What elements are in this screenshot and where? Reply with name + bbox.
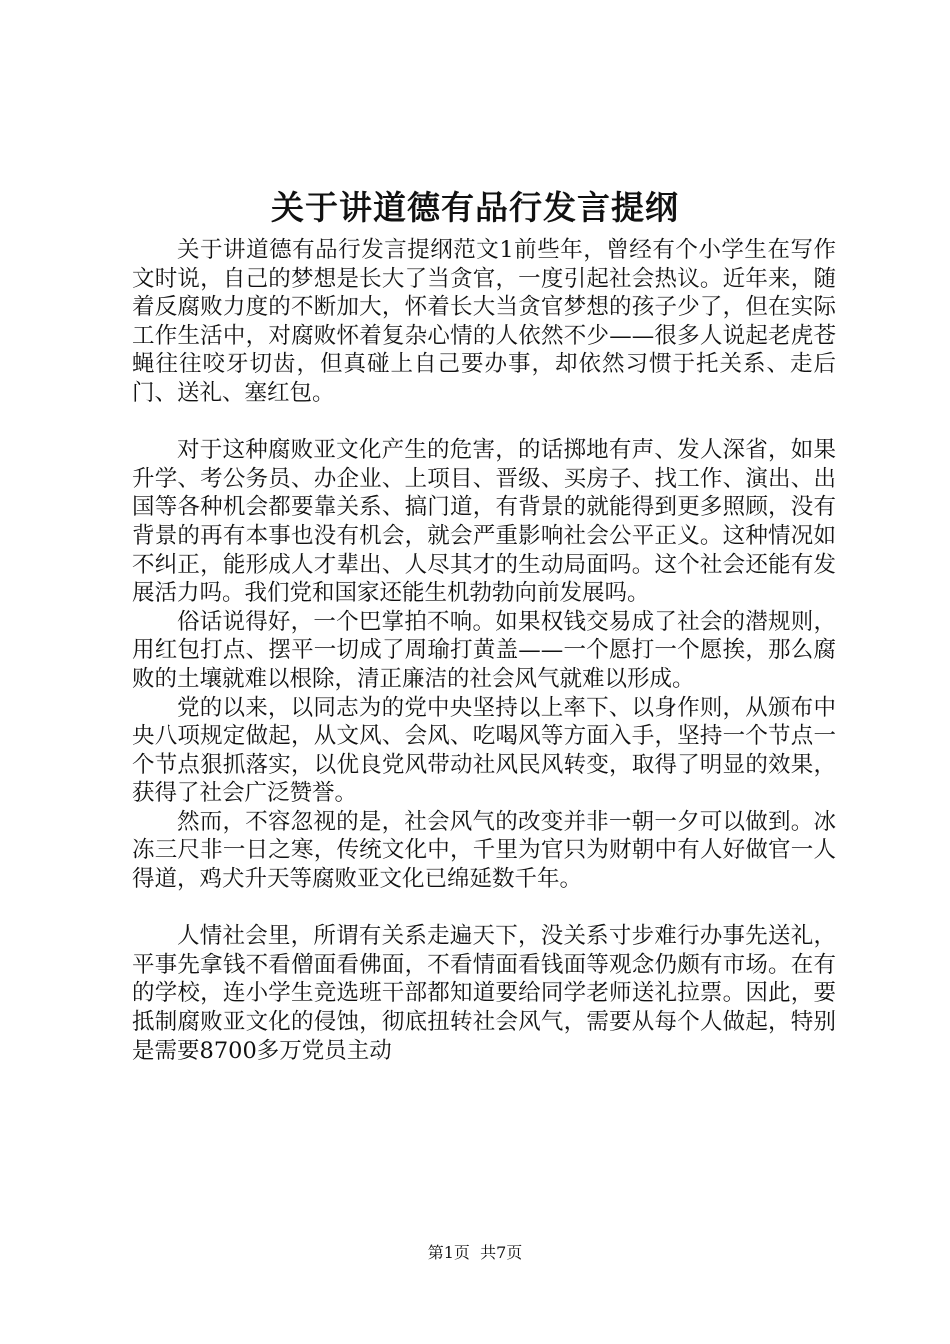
page-number: 第1页 (427, 1243, 470, 1262)
paragraph-6: 人情社会里，所谓有关系走遍天下，没关系寸步难行办事先送礼，平事先拿钱不看僧面看佛面，不看情面看钱面等观念仍颇有市场。在有的学校，连小学生竞选班干部都知道要给同学老师送礼拉票。因此，要抵制腐败亚文化的侵蚀，彻底扭转社会风气，需要从每个人做起，特别是需要8700多万党员主动 (132, 923, 836, 1064)
document-title: 关于讲道德有品行发言提纲 (271, 188, 679, 227)
paragraph-2: 对于这种腐败亚文化产生的危害，的话掷地有声、发人深省，如果升学、考公务员、办企业、上项目、晋级、买房子、找工作、演出、出国等各种机会都要靠关系、搞门道，有背景的就能得到更多照顾，没有背景的再有本事也没有机会，就会严重影响社会公平正义。这种情况如不纠正，能形成人才辈出、人尽其才的生动局面吗。这个社会还能有发展活力吗。我们党和国家还能生机勃勃向前发展吗。 (132, 437, 836, 607)
paragraph-1: 关于讲道德有品行发言提纲范文1前些年，曾经有个小学生在写作文时说，自己的梦想是长大了当贪官，一度引起社会热议。近年来，随着反腐败力度的不断加大，怀着长大当贪官梦想的孩子少了，但在实际工作生活中，对腐败怀着复杂心情的人依然不少——很多人说起老虎苍蝇往往咬牙切齿，但真碰上自己要办事，却依然习惯于托关系、走后门、送礼、塞红包。 (132, 237, 836, 406)
page-footer (0, 1243, 950, 1263)
page-total: 共7页 (480, 1243, 523, 1262)
paragraph-4: 党的以来，以同志为的党中央坚持以上率下、以身作则，从颁布中央八项规定做起，从文风、会风、吃喝风等方面入手，坚持一个节点一个节点狠抓落实，以优良党风带动社风民风转变，取得了明显的效果，获得了社会广泛赞誉。 (132, 694, 836, 807)
paragraph-spacer (132, 408, 836, 437)
paragraph-5: 然而，不容忽视的是，社会风气的改变并非一朝一夕可以做到。冰冻三尺非一日之寒，传统文化中，千里为官只为财朝中有人好做官一人得道，鸡犬升天等腐败亚文化已绵延数千年。 (132, 808, 836, 893)
document-body (132, 236, 836, 1065)
paragraph-spacer (132, 894, 836, 923)
paragraph-3: 俗话说得好，一个巴掌拍不响。如果权钱交易成了社会的潜规则，用红包打点、摆平一切成了周瑜打黄盖——一个愿打一个愿挨，那么腐败的土壤就难以根除，清正廉洁的社会风气就难以形成。 (132, 608, 836, 692)
